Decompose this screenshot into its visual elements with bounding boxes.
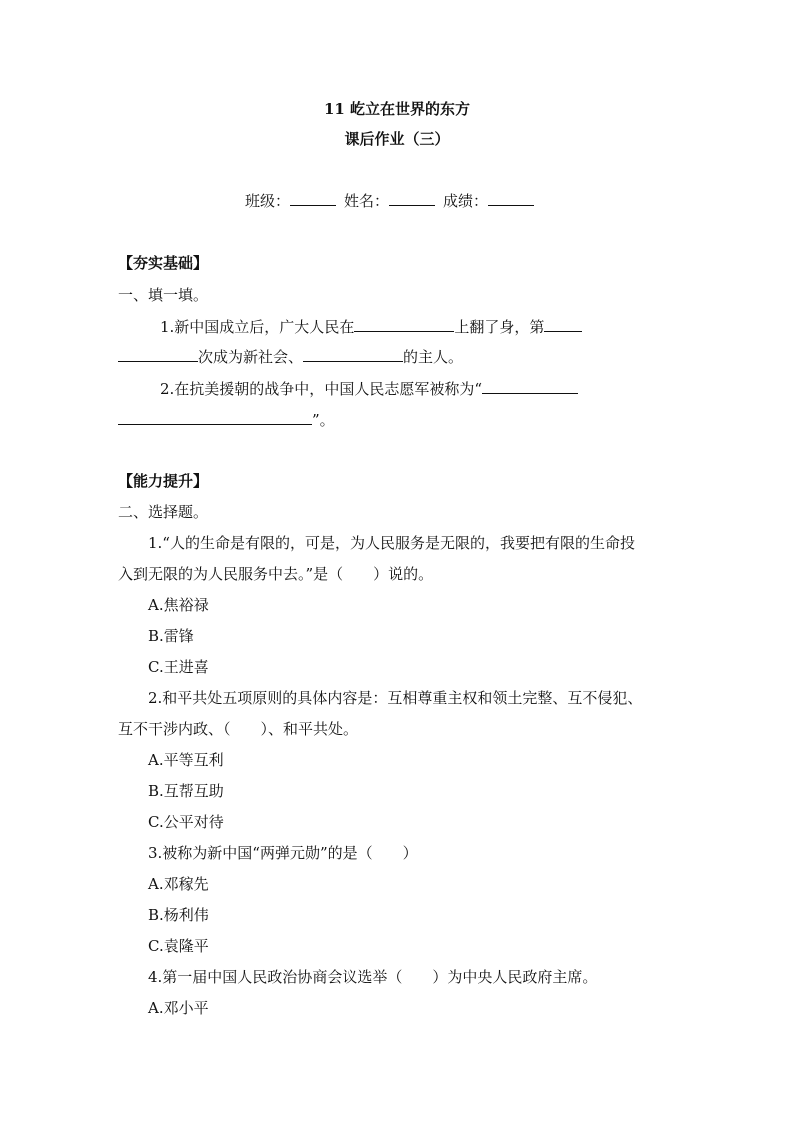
section-heading-improve: 【能力提升】: [118, 472, 209, 490]
choice-question-1-line2: 入到无限的为人民服务中去。”是（ ）说的。: [118, 565, 434, 583]
choice-option: B.杨利伟: [148, 906, 209, 924]
choice-question-1-line1: 1.“人的生命是有限的，可是，为人民服务是无限的，我要把有限的生命投: [148, 534, 635, 552]
score-blank: [488, 190, 534, 206]
choice-option: A.平等互利: [148, 751, 224, 769]
student-info-row: [245, 190, 534, 211]
part-two-title: 二、选择题。: [118, 503, 209, 521]
name-blank: [389, 190, 435, 206]
choice-option: A.焦裕禄: [148, 596, 209, 614]
choice-option: C.公平对待: [148, 813, 224, 831]
fill-question-1-line2: 次成为新社会、 的主人。: [118, 346, 463, 367]
choice-option: C.袁隆平: [148, 937, 209, 955]
worksheet-subtitle: 课后作业（三）: [344, 130, 450, 148]
choice-option: B.雷锋: [148, 627, 194, 645]
fill-blank: [544, 316, 582, 332]
choice-question-2-line2: 互不干涉内政、（ ）、和平共处。: [118, 720, 359, 738]
fill-question-2-line2: ”。: [118, 409, 335, 430]
fill-blank: [118, 346, 198, 362]
choice-question-3: 3.被称为新中国“两弹元勋”的是（ ）: [148, 844, 418, 862]
choice-question-2-line1: 2.和平共处五项原则的具体内容是：互相尊重主权和领土完整、互不侵犯、: [148, 689, 643, 707]
section-heading-basics: 【夯实基础】: [118, 254, 209, 272]
lesson-title: 11 屹立在世界的东方: [323, 100, 471, 118]
choice-option: B.互帮互助: [148, 782, 224, 800]
choice-option: A.邓小平: [148, 999, 209, 1017]
name-label: 姓名：: [344, 192, 390, 210]
choice-option: A.邓稼先: [148, 875, 209, 893]
score-label: 成绩：: [443, 192, 489, 210]
fill-question-1-line1: 1.新中国成立后，广大人民在 上翻了身，第: [160, 316, 582, 337]
class-blank: [290, 190, 336, 206]
fill-blank: [354, 316, 454, 332]
class-label: 班级：: [245, 192, 291, 210]
fill-blank: [303, 346, 403, 362]
fill-blank: [118, 409, 312, 425]
choice-option: C.王进喜: [148, 658, 209, 676]
part-one-title: 一、填一填。: [118, 286, 209, 304]
fill-blank: [482, 378, 578, 394]
fill-question-2-line1: 2.在抗美援朝的战争中，中国人民志愿军被称为“: [160, 378, 578, 399]
choice-question-4: 4.第一届中国人民政治协商会议选举（ ）为中央人民政府主席。: [148, 968, 598, 986]
